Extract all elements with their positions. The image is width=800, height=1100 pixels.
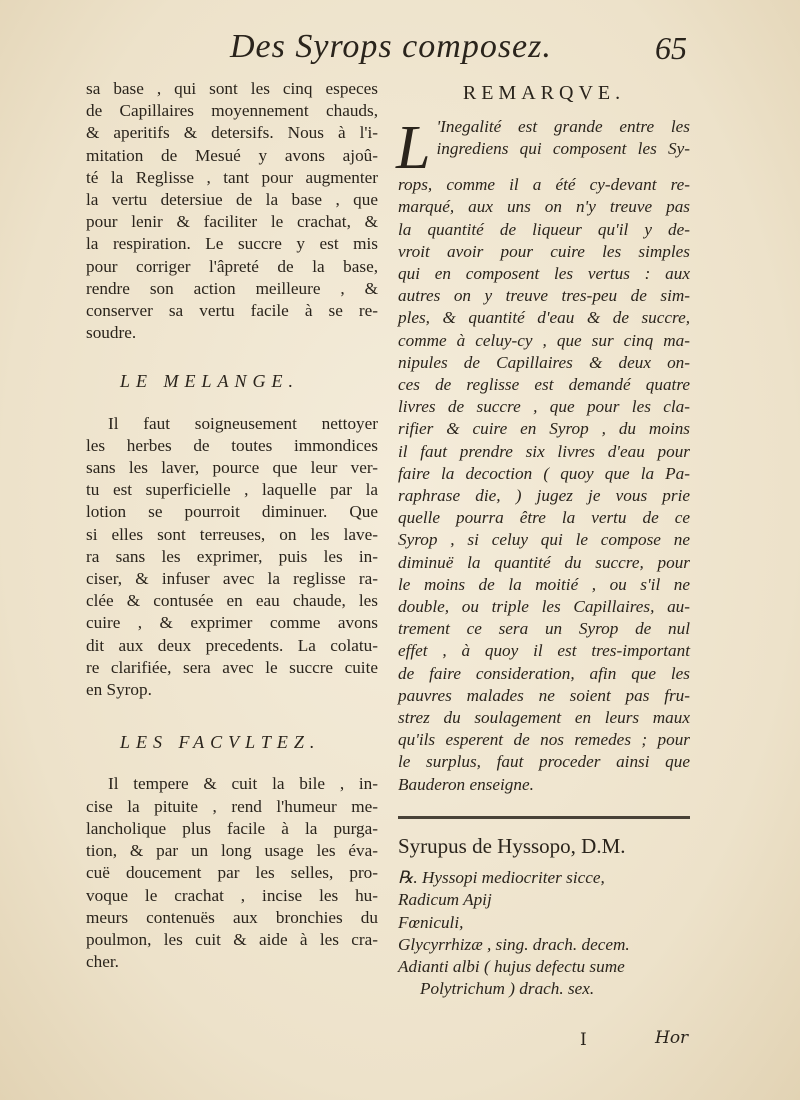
signature-mark: I (580, 1030, 587, 1050)
text-line: marqué, aux uns on n'y treuve pas (398, 197, 690, 217)
text-line: meurs contenuës aux bronchies du (86, 907, 378, 927)
text-line: Bauderon enseigne. (398, 774, 534, 794)
text-line: tu est superficielle , laquelle par la (86, 480, 378, 500)
text-line: Syrop , si celuy qui le compose ne (398, 530, 690, 550)
drop-capital: L (396, 114, 431, 183)
recipe-ingredients (398, 867, 690, 1000)
text-line: quelle pourra être la vertu de ce (398, 508, 690, 528)
text-line: ciser, & infuser avec la reglisse ra- (86, 569, 378, 589)
running-title: Des Syrops composez. (230, 28, 552, 65)
text-line: Il faut soigneusement nettoyer (108, 413, 378, 433)
text-line: raphrase die, ) jugez je vous prie (398, 486, 690, 506)
text-line: le moins de la moitié , ou s'il ne (398, 574, 690, 594)
text-line: 'Inegalité est grande entre les (436, 117, 690, 137)
text-line: la quantité de liqueur qu'il y de- (398, 219, 690, 239)
text-line: livres de succre , que pour les cla- (398, 397, 690, 417)
text-line: rendre son action meilleure , & (86, 278, 378, 298)
section-divider-rule (398, 816, 690, 819)
text-line: conserver sa vertu facile à se re- (86, 301, 378, 321)
text-line: de Capillaires moyennement chauds, (86, 101, 378, 121)
text-line: Il tempere & cuit la bile , in- (108, 774, 378, 794)
text-line: dit aux deux precedents. La colatu- (86, 635, 378, 655)
ingredient-line: Polytrichum ) drach. sex. (420, 979, 595, 999)
text-line: ra sans les exprimer, puis les in- (86, 546, 378, 566)
text-line: les herbes de toutes immondices (86, 435, 378, 455)
catchword: Hor (655, 1028, 689, 1048)
ingredient-line: Radicum Apij (398, 890, 492, 910)
text-line: ingrediens qui composent les Sy- (436, 139, 690, 159)
melange-paragraph (86, 413, 378, 702)
text-line: strez du soulagement en leurs maux (398, 708, 690, 728)
text-line: tion, & par un long usage les éva- (86, 841, 378, 861)
text-line: soudre. (86, 323, 137, 343)
text-line: clée & contusée en eau chaude, les (86, 591, 378, 611)
text-line: cuire , & exprimer comme avons (86, 613, 378, 633)
text-line: té la Reglisse , tant pour augmenter (86, 167, 378, 187)
text-line: faire la decoction ( quoy que la Pa- (398, 463, 690, 483)
recipe-title: Syrupus de Hyssopo, D.M. (398, 833, 626, 858)
section-heading-melange: LE MELANGE. (120, 371, 300, 392)
text-line: qu'ils esperent de nos remedes ; pour (398, 730, 690, 750)
text-line: lancholique plus facile à la purga- (86, 818, 378, 838)
text-line: poulmon, les cuit & aide à les cra- (86, 929, 378, 949)
text-line: lotion se pourroit diminuer. Que (86, 502, 378, 522)
text-line: vroit avoir pour cuire les simples (398, 241, 690, 261)
text-line: pour corriger l'âpreté de la base, (86, 256, 378, 276)
section-heading-remarque: REMARQVE. (462, 82, 626, 104)
text-line: cuë doucement par les selles, pro- (86, 863, 378, 883)
text-line: effet , à quoy il est tres-important (398, 641, 690, 661)
text-line: la respiration. Le succre y est mis (86, 234, 378, 254)
right-column (398, 78, 690, 1000)
text-line: nipules de Capillaires & deux on- (398, 352, 690, 372)
text-line: sans les laver, pource que leur ver- (86, 458, 378, 478)
text-line: en Syrop. (86, 680, 152, 700)
ingredient-line: Adianti albi ( hujus defectu sume (398, 956, 625, 976)
ingredient-line: Glycyrrhizæ , sing. drach. decem. (398, 934, 630, 954)
text-line: & aperitifs & detersifs. Nous à l'i- (86, 123, 378, 143)
text-line: il faut prendre six livres d'eau pour (398, 441, 690, 461)
text-line: la vertu detersiue de la base , que (86, 190, 378, 210)
text-line: trement ce sera un Syrop de nul (398, 619, 690, 639)
remarque-paragraph (398, 116, 690, 796)
text-line: rifier & cuire en Syrop , du moins (398, 419, 690, 439)
text-line: voque le crachat , incise les hu- (86, 885, 378, 905)
text-line: de faire consideration, afin que les (398, 663, 690, 683)
text-line: sa base , qui sont les cinq especes (86, 79, 378, 98)
text-line: cise la pituite , rend l'humeur me- (86, 796, 378, 816)
text-line: pour lenir & faciliter le crachat, & (86, 212, 378, 232)
text-line: ces de reglisse est demandé quatre (398, 375, 690, 395)
intro-paragraph (86, 78, 378, 344)
text-line: pauvres malades ne soient pas fru- (398, 685, 690, 705)
text-line: qui en composent les vertus : aux (398, 264, 690, 284)
left-column (86, 78, 378, 973)
facultez-paragraph (86, 773, 378, 973)
text-line: ples, & quantité d'eau & de succre, (398, 308, 690, 328)
ingredient-line: ℞. Hyssopi mediocriter sicce, (398, 868, 605, 888)
text-line: comme à celuy-cy , que sur cinq ma- (398, 330, 690, 350)
text-line: si elles sont terreuses, on les lave- (86, 524, 378, 544)
text-line: cher. (86, 952, 119, 972)
text-line: mitation de Mesué y avons ajoû- (86, 145, 378, 165)
page-number: 65 (655, 30, 687, 66)
text-line: rops, comme il a été cy-devant re- (398, 175, 690, 195)
section-heading-facultez: LES FACVLTEZ. (120, 732, 321, 753)
text-line: autres on y treuve tres-peu de sim- (398, 286, 690, 306)
text-line: re clarifiée, sera avec le succre cuite (86, 657, 378, 677)
text-line: diminuë la quantité du succre, pour (398, 552, 690, 572)
text-line: le surplus, faut proceder ainsi que (398, 752, 690, 772)
text-line: double, ou triple les Capillaires, au- (398, 597, 690, 617)
ingredient-line: Fœniculi, (398, 912, 464, 932)
